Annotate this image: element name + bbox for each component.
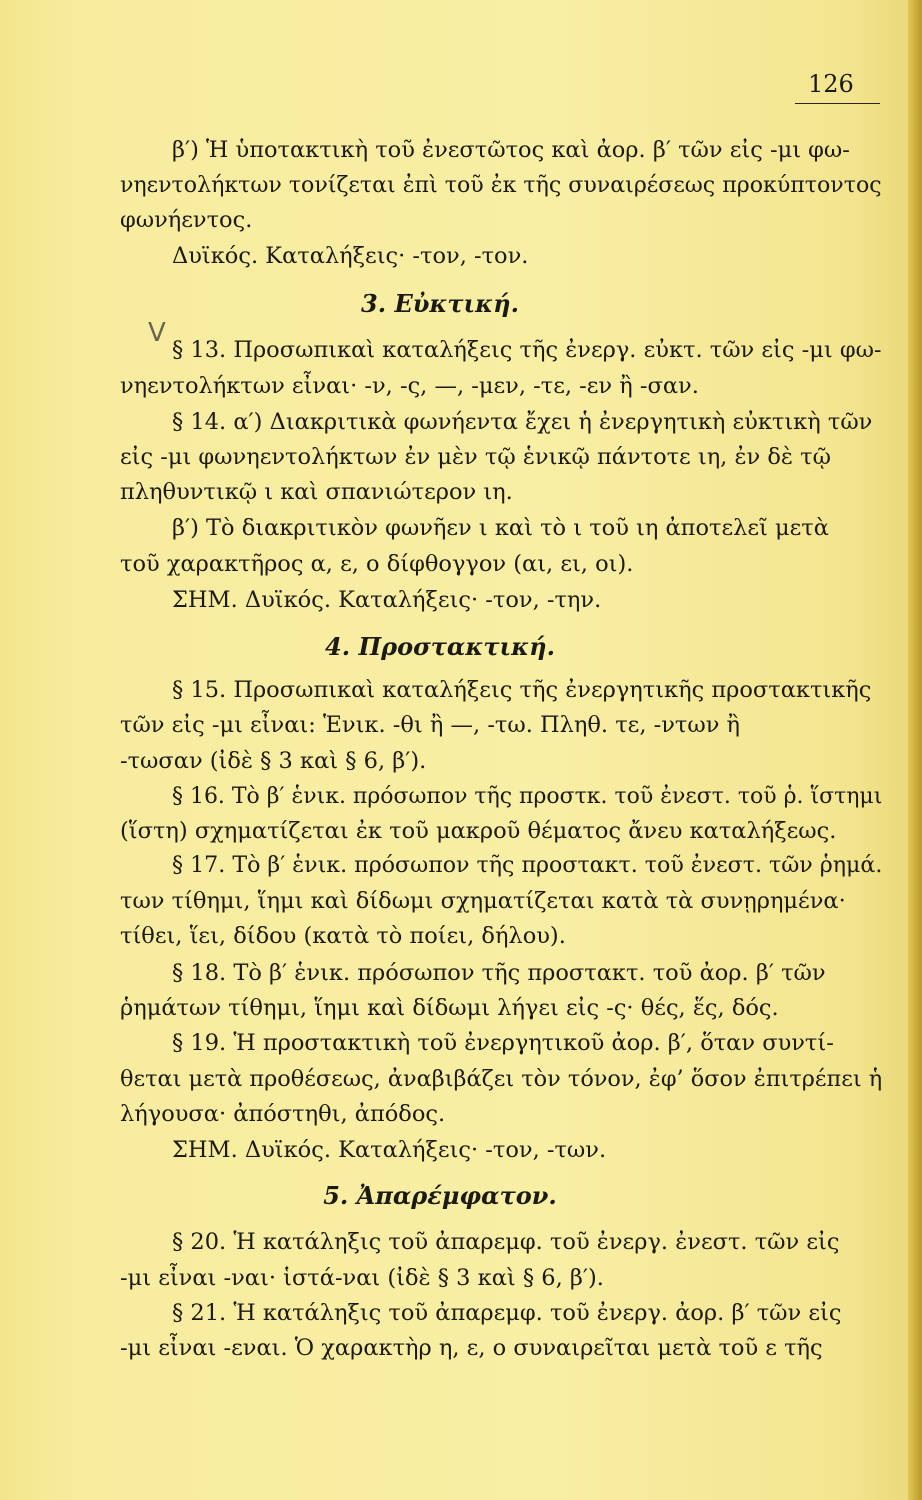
page-edge <box>908 0 922 1500</box>
text-line: β′) Ἡ ὑποτακτικὴ τοῦ ἐνεστῶτος καὶ ἀορ. β′ τῶν εἰς -μι φω- <box>172 137 850 163</box>
text-line: λήγουσα· ἀπόστηθι, ἀπόδος. <box>120 1101 446 1127</box>
text-line: § 17. Τὸ β′ ἑνικ. πρόσωπον τῆς προστακτ. τοῦ ἐνεστ. τῶν ῥημά. <box>172 852 883 878</box>
text-line: νηεντολήκτων τονίζεται ἐπὶ τοῦ ἐκ τῆς συναιρέσεως προκύπτοντος <box>120 172 882 198</box>
text-line: -μι εἶναι -εναι. Ὁ χαρακτὴρ η, ε, ο συναιρεῖται μετὰ τοῦ ε τῆς <box>120 1335 823 1361</box>
text-line: τίθει, ἵει, δίδου (κατὰ τὸ ποίει, δήλου). <box>120 923 566 949</box>
margin-pencil-mark: V <box>148 318 166 348</box>
section-heading: 3. Εὐκτική. <box>361 289 519 318</box>
text-line: ΣΗΜ. Δυϊκός. Καταλήξεις· -τον, -των. <box>172 1137 607 1163</box>
text-line: -τωσαν (ἰδὲ § 3 καὶ § 6, β′). <box>120 748 427 774</box>
text-line: (ἵστη) σχηματίζεται ἐκ τοῦ μακροῦ θέματος ἄνευ καταλήξεως. <box>120 818 837 844</box>
page-number: 126 <box>808 70 854 98</box>
text-line: τοῦ χαρακτῆρος α, ε, ο δίφθογγον (αι, ει, οι). <box>120 551 634 577</box>
text-line: § 20. Ἡ κατάληξις τοῦ ἀπαρεμφ. τοῦ ἐνεργ. ἐνεστ. τῶν εἰς <box>172 1229 840 1255</box>
text-line: § 16. Τὸ β′ ἑνικ. πρόσωπον τῆς προστκ. τοῦ ἐνεστ. τοῦ ῥ. ἵστημι <box>172 783 883 809</box>
text-line: ῥημάτων τίθημι, ἵημι καὶ δίδωμι λήγει εἰς -ς· θές, ἕς, δός. <box>120 995 779 1021</box>
text-line: § 14. α′) Διακριτικὰ φωνήεντα ἔχει ἡ ἐνεργητικὴ εὐκτικὴ τῶν <box>172 409 873 435</box>
text-line: § 19. Ἡ προστακτικὴ τοῦ ἐνεργητικοῦ ἀορ. β′, ὅταν συντί- <box>172 1030 834 1056</box>
text-line: ΣΗΜ. Δυϊκός. Καταλήξεις· -τον, -την. <box>172 587 602 613</box>
section-heading: 4. Προστακτική. <box>325 632 555 661</box>
text-line: νηεντολήκτων εἶναι· -ν, -ς, —, -μεν, -τε, -εν ἢ -σαν. <box>120 373 699 399</box>
text-line: Δυϊκός. Καταλήξεις· -τον, -τον. <box>172 243 529 269</box>
text-line: § 13. Προσωπικαὶ καταλήξεις τῆς ἐνεργ. εὐκτ. τῶν εἰς -μι φω- <box>172 337 882 363</box>
text-line: § 15. Προσωπικαὶ καταλήξεις τῆς ἐνεργητικῆς προστακτικῆς <box>172 677 872 703</box>
text-line: θεται μετὰ προθέσεως, ἀναβιβάζει τὸν τόνον, ἐφ’ ὅσον ἐπιτρέπει ἡ <box>120 1066 883 1092</box>
text-line: των τίθημι, ἵημι καὶ δίδωμι σχηματίζεται κατὰ τὰ συνῃρημένα· <box>120 888 846 914</box>
section-heading: 5. Ἀπαρέμφατον. <box>323 1181 557 1210</box>
text-line: πληθυντικῷ ι καὶ σπανιώτερον ιη. <box>120 479 513 505</box>
text-line: -μι εἶναι -ναι· ἱστά-ναι (ἰδὲ § 3 καὶ § 6, β′). <box>120 1265 604 1291</box>
text-line: § 21. Ἡ κατάληξις τοῦ ἀπαρεμφ. τοῦ ἐνεργ. ἀορ. β′ τῶν εἰς <box>172 1300 842 1326</box>
text-line: φωνήεντος. <box>120 207 253 233</box>
text-line: εἰς -μι φωνηεντολήκτων ἐν μὲν τῷ ἑνικῷ πάντοτε ιη, ἐν δὲ τῷ <box>120 444 831 470</box>
text-line: τῶν εἰς -μι εἶναι: Ἑνικ. -θι ἢ —, -τω. Πληθ. τε, -ντων ἢ <box>120 712 741 738</box>
page-number-rule <box>795 103 880 104</box>
text-line: β′) Τὸ διακριτικὸν φωνῆεν ι καὶ τὸ ι τοῦ ιη ἀποτελεῖ μετὰ <box>172 515 829 541</box>
text-line: § 18. Τὸ β′ ἑνικ. πρόσωπον τῆς προστακτ. τοῦ ἀορ. β′ τῶν <box>172 960 826 986</box>
